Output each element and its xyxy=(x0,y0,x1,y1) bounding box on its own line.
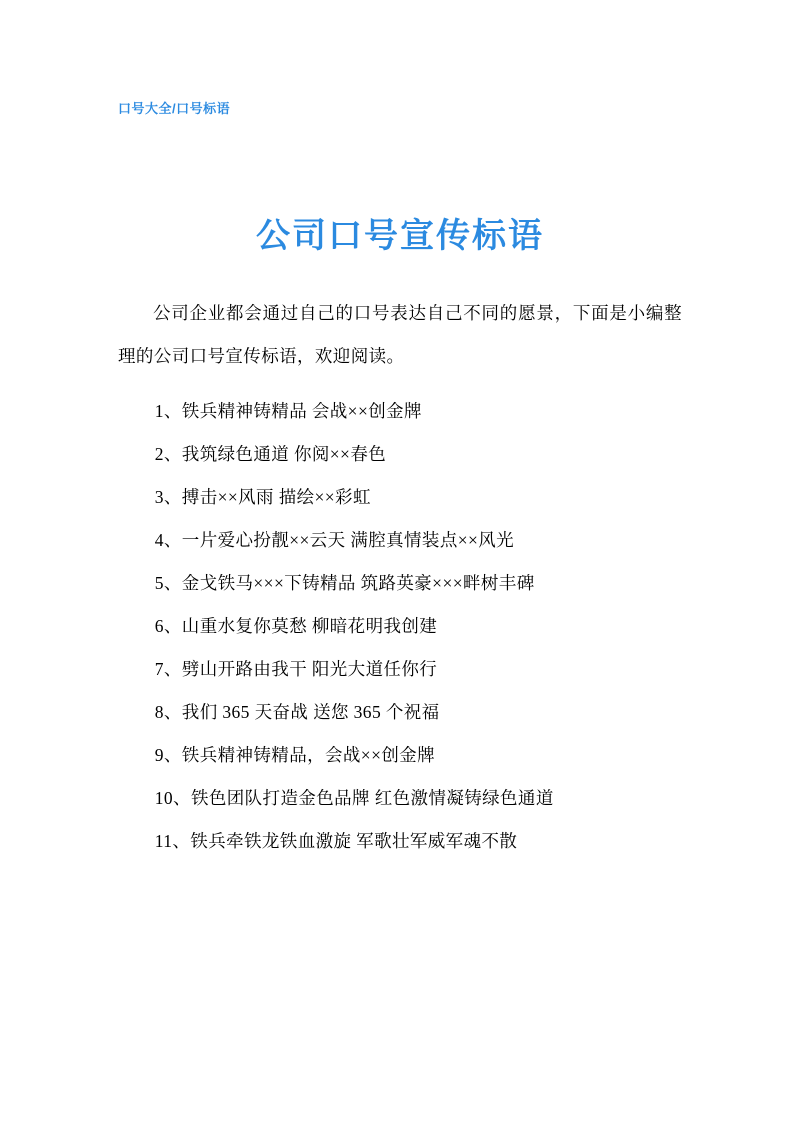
list-item: 10、铁色团队打造金色品牌 红色激情凝铸绿色通道 xyxy=(154,788,554,808)
list-item: 6、山重水复你莫愁 柳暗花明我创建 xyxy=(154,616,438,636)
list-item: 9、铁兵精神铸精品，会战××创金牌 xyxy=(154,745,436,765)
list-item: 8、我们 365 天奋战 送您 365 个祝福 xyxy=(154,702,440,722)
list-item: 2、我筑绿色通道 你阅××春色 xyxy=(154,444,387,464)
document-body xyxy=(118,292,682,863)
list-item: 5、金戈铁马×××下铸精品 筑路英豪×××畔树丰碑 xyxy=(154,573,535,593)
page-title: 公司口号宣传标语 xyxy=(256,216,544,255)
list-item: 1、铁兵精神铸精品 会战××创金牌 xyxy=(154,401,422,421)
list-item: 11、铁兵牵铁龙铁血激旋 军歌壮军威军魂不散 xyxy=(154,831,518,851)
list-item: 7、劈山开路由我干 阳光大道任你行 xyxy=(154,659,438,679)
list-item: 3、搏击××风雨 描绘××彩虹 xyxy=(154,487,371,507)
breadcrumb[interactable]: 口号大全/口号标语 xyxy=(118,101,231,116)
list-item: 4、一片爱心扮靓××云天 满腔真情装点××风光 xyxy=(154,530,515,550)
intro-paragraph: 公司企业都会通过自己的口号表达自己不同的愿景，下面是小编整理的公司口号宣传标语，欢迎阅读。 xyxy=(118,303,682,366)
